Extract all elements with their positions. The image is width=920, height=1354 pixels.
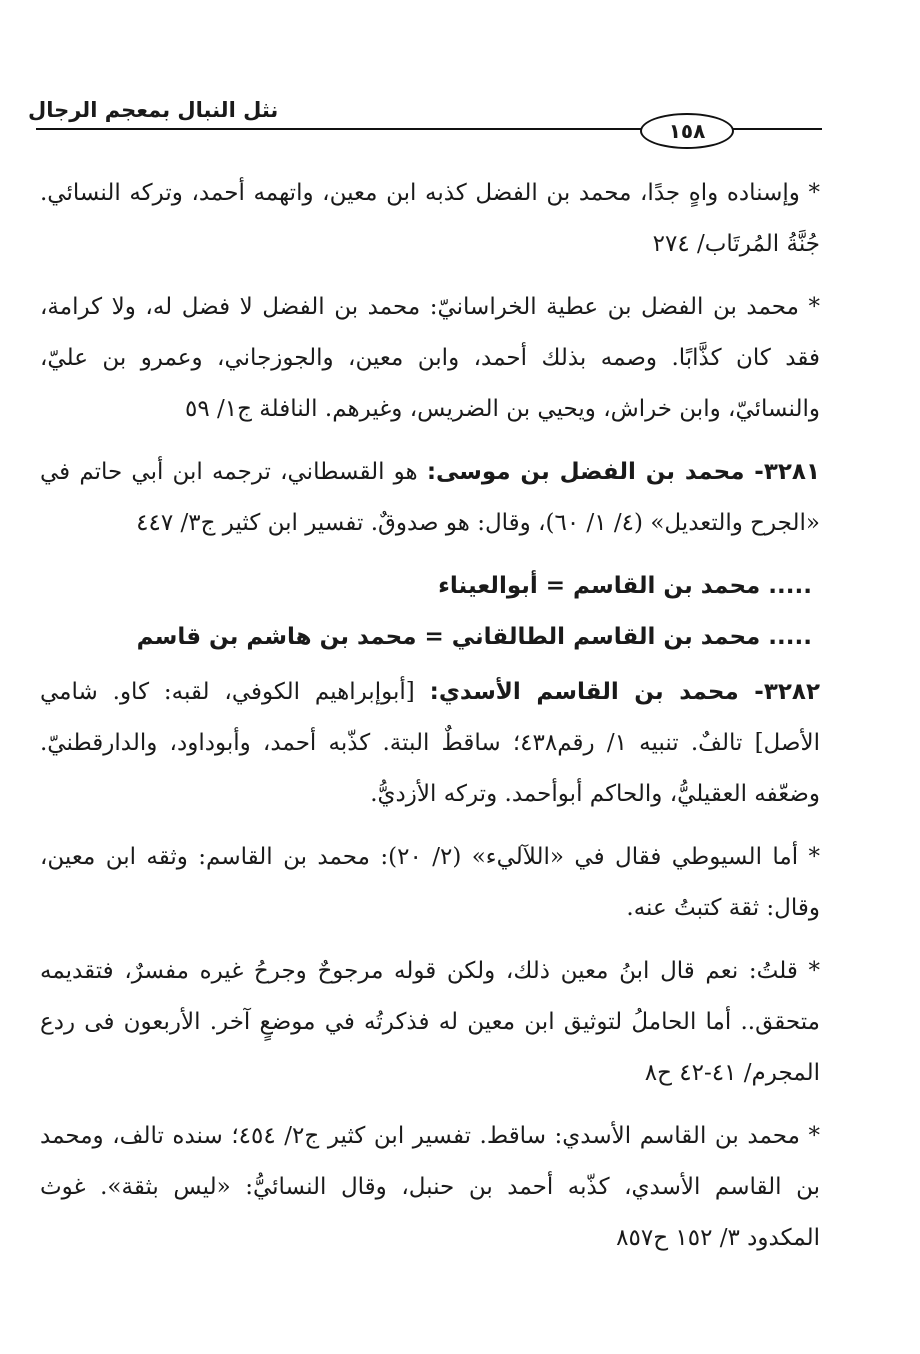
paragraph	[40, 168, 820, 270]
paragraph-text: * محمد بن القاسم الأسدي: ساقط. تفسير ابن كثير ج٢/ ٤٥٤؛ سنده تالف، ومحمد بن القاسم الأسدي، كذّبه أحمد بن حنبل، وقال النسائيُّ: «ليس بثقة». غوث المكدود ٣/ ١٥٢ ح٨٥٧	[40, 1123, 820, 1251]
running-title: نثل النبال بمعجم الرجال	[28, 98, 279, 122]
paragraph	[40, 832, 820, 934]
paragraph	[40, 447, 820, 549]
paragraph-text: [أبوإبراهيم الكوفي، لقبه: كاو. شامي الأصل] تالفٌ. تنبيه ١/ رقم٤٣٨؛ ساقطٌ البتة. كذّبه أحمد، وأبوداود، والدارقطنيّ. وضعّفه العقيليُّ، والحاكم أبوأحمد. وتركه الأزديُّ.	[40, 679, 820, 807]
paragraph-text: * وإسناده واهٍ جدًا، محمد بن الفضل كذبه ابن معين، واتهمه أحمد، وتركه النسائي. جُنَّةُ المُرتَاب/ ٢٧٤	[40, 180, 820, 257]
paragraph-text: * أما السيوطي فقال في «اللآليء» (٢/ ٢٠): محمد بن القاسم: وثقه ابن معين، وقال: ثقة كتبتُ عنه.	[40, 844, 821, 921]
paragraph-text: * قلتُ: نعم قال ابنُ معين ذلك، ولكن قوله مرجوحٌ وجرحُ غيره مفسرٌ، فتقديمه متحقق.. أما الحاملُ لتوثيق ابن معين له فذكرتُه في موضعٍ آخر. الأربعون فى ردع المجرم/ ٤١-٤٢ ح٨	[40, 958, 820, 1086]
page-body	[40, 168, 820, 1276]
page-number: ١٥٨	[640, 113, 734, 149]
cross-reference: ..... محمد بن القاسم الطالقاني = محمد بن هاشم بن قاسم	[136, 624, 812, 650]
paragraph-text: هو القسطاني، ترجمه ابن أبي حاتم في «الجرح والتعديل» (٤/ ١/ ٦٠)، وقال: هو صدوقٌ. تفسير ابن كثير ج٣/ ٤٤٧	[40, 459, 820, 536]
cross-reference: ..... محمد بن القاسم = أبوالعيناء	[438, 573, 812, 599]
paragraph	[40, 946, 820, 1099]
paragraph	[40, 1111, 820, 1264]
paragraph	[40, 282, 820, 435]
entry-heading: ٣٢٨٢- محمد بن القاسم الأسدي:	[429, 679, 820, 705]
paragraph-text: * محمد بن الفضل بن عطية الخراسانيّ: محمد بن الفضل لا فضل له، ولا كرامة، فقد كان كذَّابًا. وصمه بذلك أحمد، وابن معين، والجوزجاني، وعمرو بن عليّ، والنسائيّ، وابن خراش، ويحيي بن الضريس، وغيرهم. النافلة ج١/ ٥٩	[40, 294, 820, 422]
entry-heading: ٣٢٨١- محمد بن الفضل بن موسى:	[426, 459, 820, 485]
paragraph	[40, 667, 820, 820]
